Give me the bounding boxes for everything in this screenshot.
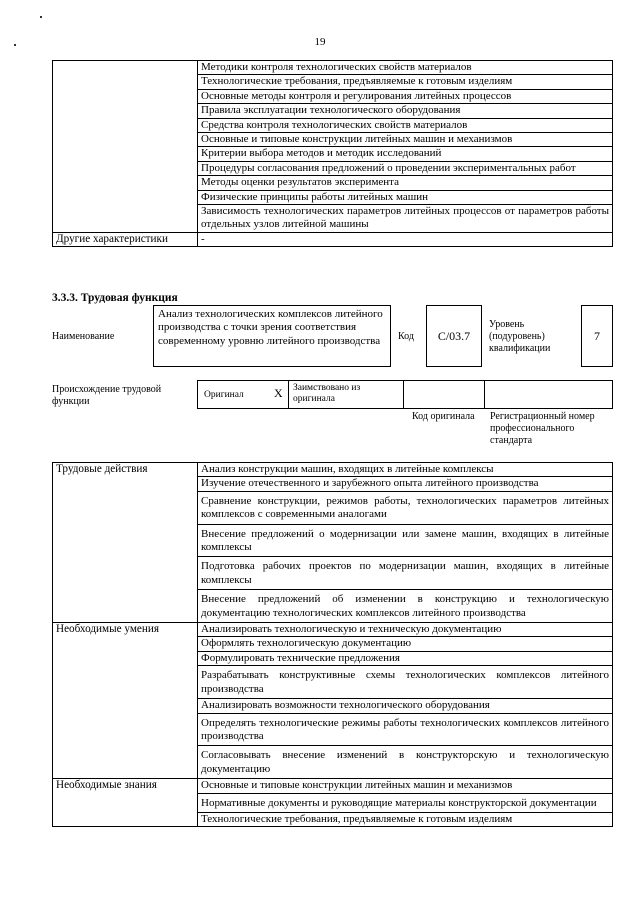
name-label: Наименование [52,331,115,342]
reg-number-cell [484,380,613,409]
original-cell [197,380,289,409]
list-item: Нормативные документы и руководящие материалы конструкторской документации [198,793,613,812]
reg-number-label: Регистрационный номер профессионального стандарта [490,411,595,446]
list-item: Внесение предложений об изменении в конструкцию и технологическую документацию технологических комплексов литейного производства [198,590,613,623]
page-number: 19 [314,36,326,48]
list-item: Оформлять технологическую документацию [198,637,613,651]
table-row [53,61,613,75]
list-item: Технологические требования, предъявляемые к готовым изделиям [198,812,613,826]
code-label: Код [398,331,414,342]
table-row [53,623,613,637]
table-row [53,232,613,246]
list-item: Подготовка рабочих проектов по модернизации машин, входящих в литейные комплексы [198,557,613,590]
list-item: Средства контроля технологических свойств материалов [198,118,613,132]
section-title: 3.3.3. Трудовая функция [52,292,178,304]
list-item: Основные и типовые конструкции литейных машин и механизмов [198,779,613,793]
list-item: Анализировать возможности технологического оборудования [198,699,613,713]
knowledge-label: Необходимые знания [53,779,198,827]
empty-label-cell [53,61,198,233]
list-item: Внесение предложений о модернизации или замене машин, входящих в литейные комплексы [198,524,613,557]
skills-label: Необходимые умения [53,623,198,779]
list-item: Методы оценки результатов эксперимента [198,176,613,190]
top-knowledge-table [52,60,613,247]
list-item: Физические принципы работы литейных машин [198,190,613,204]
function-name-box: Анализ технологических комплексов литейного производства с точки зрения соответствия современному уровню литейного производства [153,305,391,367]
borrowed-label: Заимствовано из оригинала [293,383,361,404]
list-item: Процедуры согласования предложений о проведении экспериментальных работ [198,161,613,175]
original-mark: X [274,386,283,400]
other-characteristics-label: Другие характеристики [53,232,198,246]
other-characteristics-value: - [198,232,613,246]
list-item: Правила эксплуатации технологического оборудования [198,104,613,118]
code-value-box: C/03.7 [426,305,482,367]
origin-label: Происхождение трудовой функции [52,384,162,407]
level-label: Уровень (подуровень) квалификации [489,319,551,354]
original-label: Оригинал [204,390,244,400]
list-item: Формулировать технические предложения [198,651,613,665]
list-item: Согласовывать внесение изменений в конструкторскую и технологическую документацию [198,746,613,779]
list-item: Основные и типовые конструкции литейных машин и механизмов [198,133,613,147]
list-item: Основные методы контроля и регулирования литейных процессов [198,89,613,103]
labor-function-table [52,462,613,827]
list-item: Анализ конструкции машин, входящих в литейные комплексы [198,463,613,477]
list-item: Критерии выбора методов и методик исследований [198,147,613,161]
list-item: Методики контроля технологических свойств материалов [198,61,613,75]
origin-strip [197,380,613,409]
code-original-label: Код оригинала [412,411,475,422]
list-item: Анализировать технологическую и техническую документацию [198,623,613,637]
scan-speck [40,16,42,18]
list-item: Зависимость технологических параметров литейных процессов от параметров работы отдельных узлов литейной машины [198,205,613,233]
list-item: Разрабатывать конструктивные схемы технологических комплексов литейного производства [198,666,613,699]
actions-label: Трудовые действия [53,463,198,623]
list-item: Определять технологические режимы работы технологических комплексов литейного производства [198,713,613,746]
table-row [53,779,613,793]
list-item: Сравнение конструкции, режимов работы, технологических параметров литейных комплексов с современными аналогами [198,491,613,524]
code-original-cell [403,380,485,409]
list-item: Изучение отечественного и зарубежного опыта литейного производства [198,477,613,491]
list-item: Технологические требования, предъявляемые к готовым изделиям [198,75,613,89]
table-row [53,463,613,477]
level-value-box: 7 [581,305,613,367]
borrowed-cell [288,380,404,409]
